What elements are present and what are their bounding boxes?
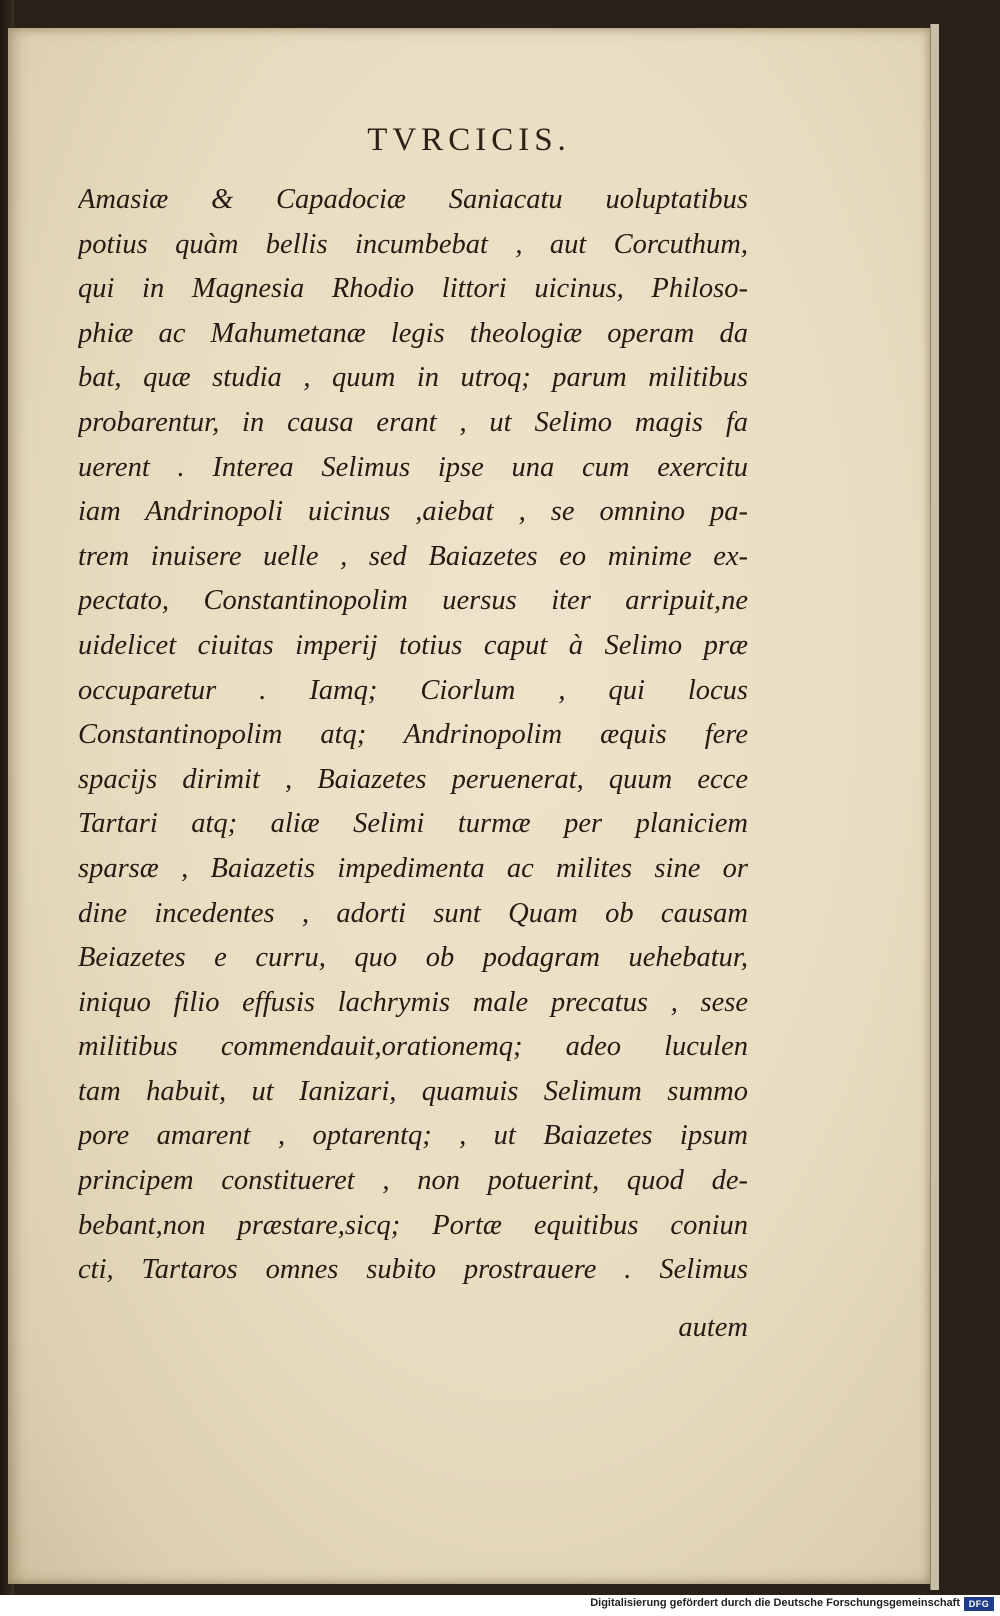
text-line-14: spacijs dirimit , Baiazetes peruenerat, quum ecce (78, 763, 748, 795)
text-line-18: Beiazetes e curru, quo ob podagram uehebatur, (78, 942, 748, 974)
text-block (78, 178, 748, 1293)
text-line-19: iniquo filio effusis lachrymis male precatus , sese (78, 986, 748, 1018)
text-line-15: Tartari atq; aliæ Selimi turmæ per planiciem (78, 808, 748, 840)
dfg-logo-icon: DFG (964, 1597, 994, 1611)
text-line-20: militibus commendauit,orationemq; adeo luculen (78, 1031, 748, 1063)
text-line-3: qui in Magnesia Rhodio littori uicinus, Philoso- (78, 273, 748, 305)
text-line-11: uidelicet ciuitas imperij totius caput à Selimo præ (78, 629, 748, 661)
text-line-7: uerent . Interea Selimus ipse una cum exercitu (78, 451, 748, 483)
text-line-12: occuparetur . Iamq; Ciorlum , qui locus (78, 674, 748, 706)
text-line-10: pectato, Constantinopolim uersus iter arripuit,ne (78, 585, 748, 617)
text-line-21: tam habuit, ut Ianizari, quamuis Selimum summo (78, 1075, 748, 1107)
text-line-16: sparsæ , Baiazetis impedimenta ac milites sine or (78, 852, 748, 884)
text-line-13: Constantinopolim atq; Andrinopolim æquis fere (78, 719, 748, 751)
text-line-4: phiæ ac Mahumetanæ legis theologiæ operam da (78, 317, 748, 349)
book-page (8, 28, 930, 1584)
text-line-5: bat, quæ studia , quum in utroq; parum militibus (78, 362, 748, 394)
funding-credit: Digitalisierung gefördert durch die Deutsche Forschungsgemeinschaft (590, 1597, 960, 1609)
text-line-24: bebant,non præstare,sicq; Portæ equitibus coniun (78, 1209, 748, 1241)
text-line-25: cti, Tartaros omnes subito prostrauere . Selimus (78, 1254, 748, 1286)
text-line-1: Amasiæ & Capadociæ Saniacatu uoluptatibus (78, 184, 748, 215)
text-line-17: dine incedentes , adorti sunt Quam ob causam (78, 897, 748, 929)
catchword: autem (678, 1312, 748, 1343)
text-line-23: principem constitueret , non potuerint, quod de- (78, 1165, 748, 1197)
text-line-8: iam Andrinopoli uicinus ,aiebat , se omnino pa- (78, 496, 748, 528)
text-line-2: potius quàm bellis incumbebat , aut Corcuthum, (78, 228, 748, 260)
footer-strip (0, 1595, 1000, 1616)
text-line-6: probarentur, in causa erant , ut Selimo magis fa (78, 406, 748, 438)
page-edge (930, 24, 939, 1590)
running-head: TVRCICIS. (367, 122, 571, 158)
text-line-9: trem inuisere uelle , sed Baiazetes eo minime ex- (78, 540, 748, 572)
text-line-22: pore amarent , optarentq; , ut Baiazetes ipsum (78, 1120, 748, 1152)
